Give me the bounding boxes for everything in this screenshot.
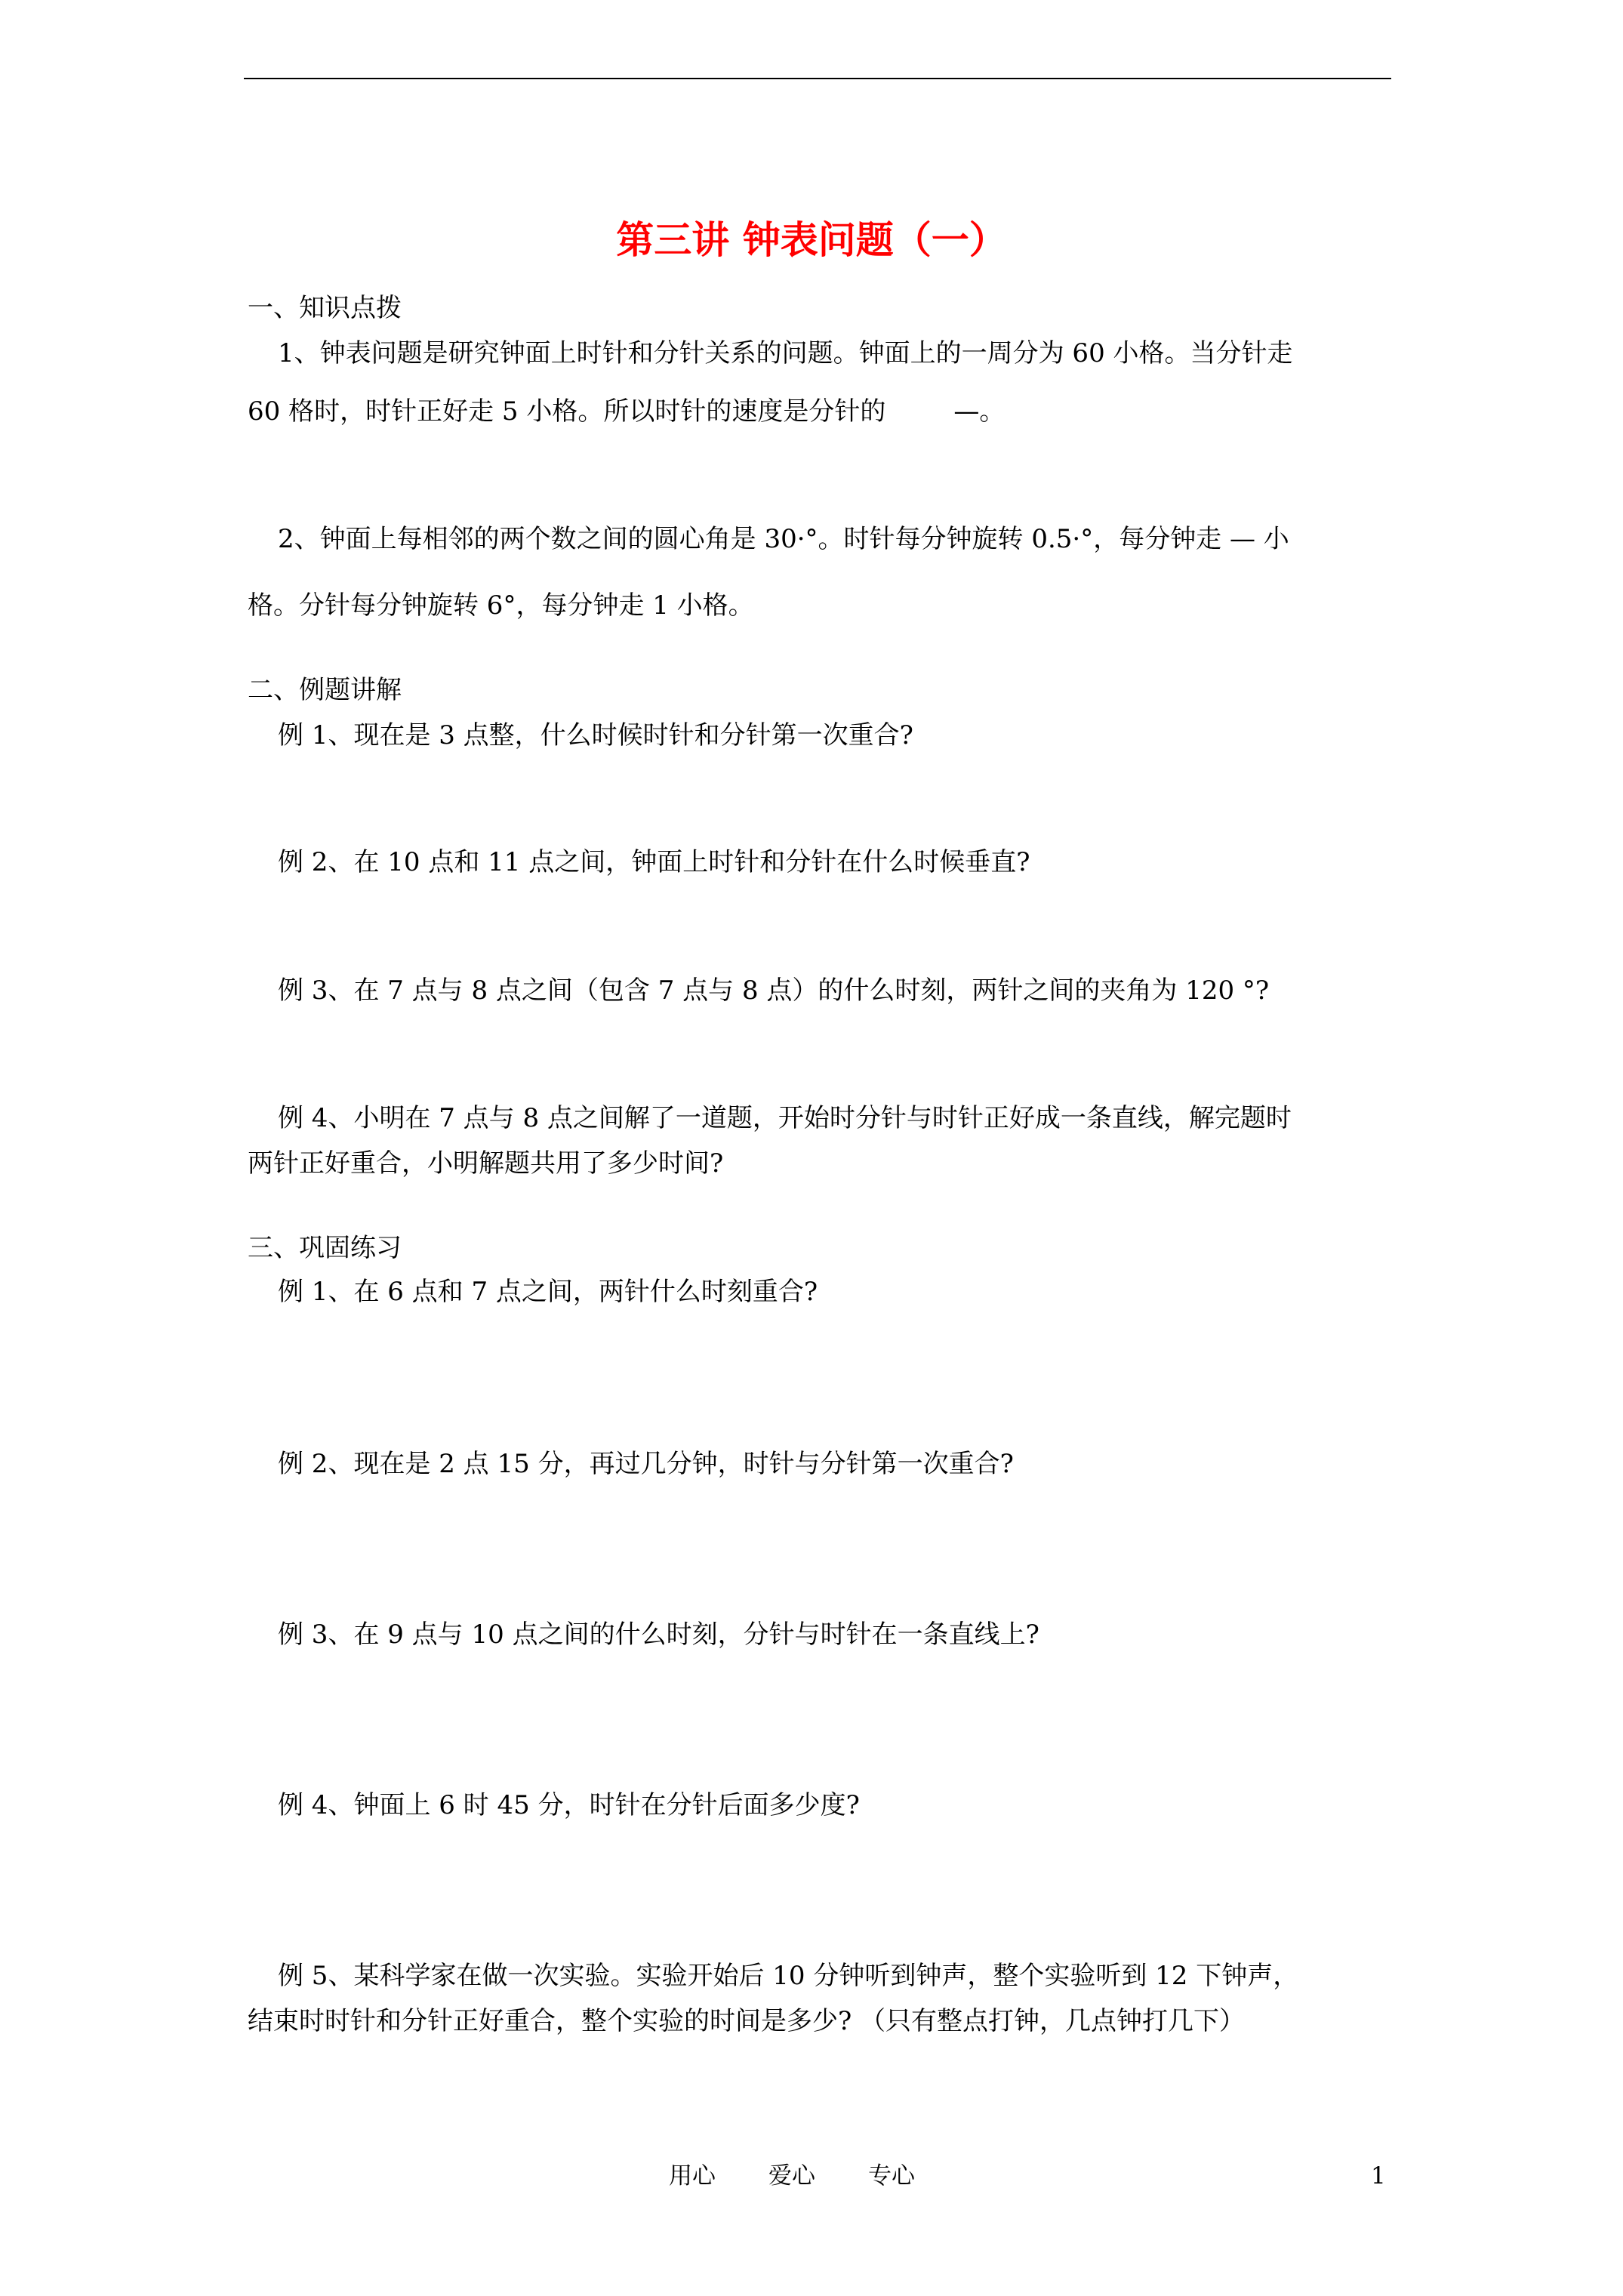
section-heading-knowledge: 一、知识点拨 [248, 293, 402, 323]
knowledge-point-1-line-1: 1、钟表问题是研究钟面上时针和分针关系的问题。钟面上的一周分为 60 小格。当分针走 [278, 338, 1293, 368]
practice-4: 例 4、钟面上 6 时 45 分，时针在分针后面多少度? [278, 1790, 860, 1820]
section-heading-examples: 二、例题讲解 [248, 675, 402, 705]
knowledge-point-1-line-2 [248, 393, 1005, 430]
example-3: 例 3、在 7 点与 8 点之间（包含 7 点与 8 点）的什么时刻，两针之间的夹角为 120 °? [278, 975, 1270, 1006]
footer-motto-1: 用心 [669, 2162, 716, 2190]
practice-5-line-2: 结束时时针和分针正好重合，整个实验的时间是多少? （只有整点打钟，几点钟打几下） [248, 2006, 1246, 2036]
section-heading-practice: 三、巩固练习 [248, 1233, 402, 1263]
example-4-line-2: 两针正好重合，小明解题共用了多少时间? [248, 1148, 724, 1179]
knowledge-point-2-line-1: 2、钟面上每相邻的两个数之间的圆心角是 30·°。时针每分钟旋转 0.5·°，每分钟走 — 小 [278, 524, 1289, 554]
page-title: 第三讲 钟表问题（一） [616, 217, 1007, 262]
practice-1: 例 1、在 6 点和 7 点之间，两针什么时刻重合? [278, 1277, 818, 1307]
example-1: 例 1、现在是 3 点整，什么时候时针和分针第一次重合? [278, 720, 913, 750]
practice-2: 例 2、现在是 2 点 15 分，再过几分钟，时针与分针第一次重合? [278, 1449, 1014, 1479]
example-2: 例 2、在 10 点和 11 点之间，钟面上时针和分针在什么时候垂直? [278, 847, 1030, 877]
knowledge-point-2-line-2: 格。分针每分钟旋转 6°，每分钟走 1 小格。 [248, 590, 754, 621]
practice-5-line-1: 例 5、某科学家在做一次实验。实验开始后 10 分钟听到钟声，整个实验听到 12 下钟声， [278, 1961, 1299, 1991]
footer-motto-2: 爱心 [768, 2162, 815, 2190]
practice-3: 例 3、在 9 点与 10 点之间的什么时刻，分针与时针在一条直线上? [278, 1620, 1039, 1650]
header-rule [244, 78, 1391, 79]
footer-motto-3: 专心 [868, 2162, 915, 2190]
knowledge-point-1-text: 60 格时，时针正好走 5 小格。所以时针的速度是分针的 [248, 396, 886, 427]
example-4-line-1: 例 4、小明在 7 点与 8 点之间解了一道题，开始时分针与时针正好成一条直线，解完题时 [278, 1103, 1292, 1133]
page-number: 1 [1371, 2162, 1386, 2190]
knowledge-point-1-fraction: —。 [953, 396, 1006, 427]
